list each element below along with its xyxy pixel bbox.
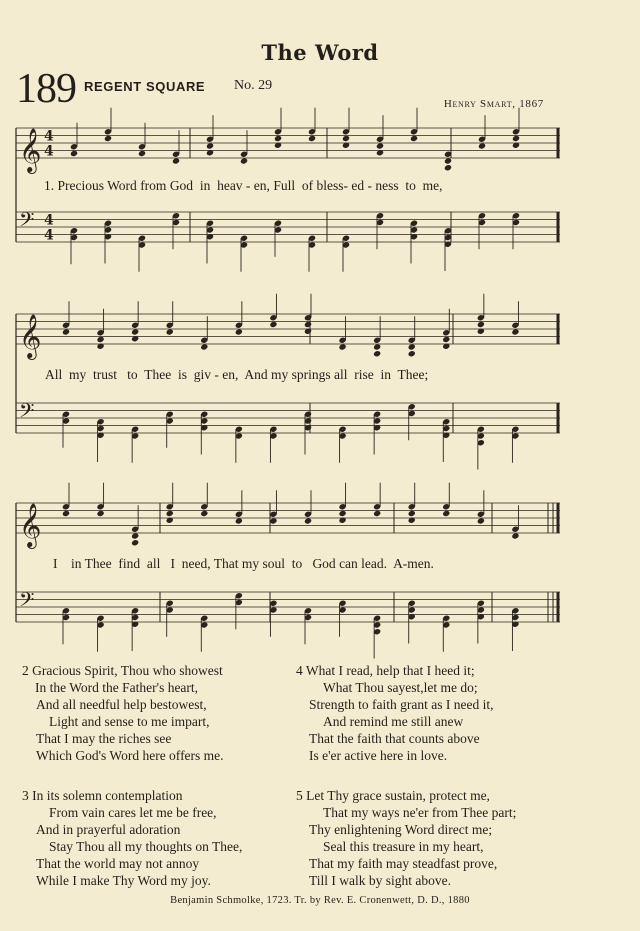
- note-head: [166, 328, 174, 335]
- lyric-word: from: [140, 178, 167, 193]
- lyric-word: to: [127, 367, 138, 382]
- verse-2: [22, 662, 224, 765]
- lyric-word: 1. Precious: [44, 178, 104, 193]
- note-head: [200, 510, 208, 517]
- bass-clef: 𝄢: [19, 208, 35, 236]
- treble-clef: 𝄞: [19, 503, 42, 547]
- lyric-word: Full: [273, 178, 296, 193]
- verse-line: 5 Let Thy grace sustain, protect me,: [296, 788, 490, 803]
- note-head: [62, 510, 70, 517]
- note-head: [308, 135, 316, 142]
- note-head: [206, 142, 214, 149]
- verse-line: In the Word the Father's heart,: [35, 680, 199, 696]
- time-signature-digit: 4: [44, 128, 54, 145]
- lyric-word: God: [169, 178, 194, 193]
- verse-line: While I make Thy Word my joy.: [36, 873, 211, 889]
- section-title: The Word: [261, 40, 379, 65]
- treble-clef: 𝄞: [19, 314, 42, 358]
- note-head: [131, 539, 139, 546]
- lyric-word: All: [45, 367, 63, 382]
- verse-number: 2: [22, 663, 29, 678]
- note-head: [338, 510, 346, 517]
- note-head: [172, 157, 180, 164]
- lyric-word: Thee: [84, 556, 112, 571]
- lyric-word: heav - en,: [217, 178, 270, 193]
- verse-line: And in prayerful adoration: [36, 822, 181, 838]
- lyric-word: Word: [107, 178, 137, 193]
- lyric-word: God: [312, 556, 336, 571]
- lyric-word: to: [291, 556, 303, 571]
- lyric-word: I: [170, 556, 176, 571]
- lyric-word: my: [241, 556, 260, 571]
- lyric-word: in: [71, 556, 82, 571]
- note-head: [338, 343, 346, 350]
- note-head: [342, 135, 350, 142]
- verse-line: And all needful help bestowest,: [36, 697, 207, 713]
- note-head: [512, 135, 520, 142]
- note-head: [376, 142, 384, 149]
- composer: Henry Smart, 1867: [443, 98, 544, 110]
- note-head: [304, 321, 312, 328]
- verse-line: That the faith that counts above: [309, 731, 480, 747]
- note-head: [478, 142, 486, 149]
- note-head: [235, 517, 243, 524]
- lyric-word: And: [244, 367, 268, 382]
- lyric-word: to: [405, 178, 416, 193]
- lyric-word: need,: [181, 556, 211, 571]
- note-head: [408, 350, 416, 357]
- verse-line: From vain cares let me be free,: [49, 805, 217, 821]
- bass-clef: 𝄢: [19, 588, 35, 616]
- bass-clef: 𝄢: [19, 399, 35, 427]
- lyric-word: trust: [93, 367, 118, 382]
- verse-number: 3: [22, 788, 29, 803]
- note-head: [408, 510, 416, 517]
- note-head: [138, 150, 146, 157]
- note-head: [96, 510, 104, 517]
- lyric-word: bless-: [316, 178, 348, 193]
- verse-line: 2 Gracious Spirit, Thou who showest: [22, 663, 223, 678]
- lyric-word: lead.: [361, 556, 388, 571]
- note-head: [200, 343, 208, 350]
- note-head: [442, 336, 450, 343]
- note-head: [373, 350, 381, 357]
- time-signature-digit: 4: [44, 212, 54, 229]
- note-head: [131, 328, 139, 335]
- lyrics-line-1: [44, 178, 564, 194]
- verse-line: That my ways ne'er from Thee part;: [323, 805, 517, 821]
- note-head: [104, 135, 112, 142]
- verse-line: Stay Thou all my thoughts on Thee,: [49, 839, 243, 855]
- note-head: [62, 328, 70, 335]
- verse-line: And remind me still anew: [323, 714, 464, 730]
- lyric-word: rise: [354, 367, 374, 382]
- lyric-word: my: [69, 367, 87, 382]
- lyric-word: my: [270, 367, 289, 382]
- verse-line: Which God's Word here offers me.: [36, 748, 224, 764]
- lyrics-line-2: [45, 367, 565, 383]
- note-head: [477, 321, 485, 328]
- note-head: [373, 510, 381, 517]
- verse-line: That I may the riches see: [36, 731, 172, 747]
- verse-line: That the world may not annoy: [36, 856, 200, 872]
- verse-number: 5: [296, 788, 303, 803]
- verse-line: Light and sense to me impart,: [49, 714, 210, 730]
- tune-name: REGENT SQUARE: [84, 79, 206, 94]
- verse-line: Thy enlightening Word direct me;: [309, 822, 493, 838]
- attribution: Benjamin Schmolke, 1723. Tr. by Rev. E. Cronenwett, D. D., 1880: [170, 895, 470, 906]
- note-head: [269, 517, 277, 524]
- note-head: [269, 321, 277, 328]
- lyric-word: Thee: [144, 367, 172, 382]
- note-head: [442, 510, 450, 517]
- note-head: [274, 135, 282, 142]
- note-head: [477, 517, 485, 524]
- note-head: [304, 517, 312, 524]
- lyric-word: in: [380, 367, 392, 382]
- note-head: [131, 532, 139, 539]
- note-head: [70, 150, 78, 157]
- lyric-word: Thee;: [397, 367, 429, 382]
- lyric-word: of: [301, 178, 314, 193]
- lyric-word: That: [213, 556, 239, 571]
- verse-line: Seal this treasure in my heart,: [323, 839, 484, 855]
- verse-number: 4: [296, 663, 303, 678]
- lyric-word: ness: [375, 178, 399, 193]
- hymn-number: 189: [16, 66, 76, 112]
- tune-number: No. 29: [234, 78, 273, 93]
- verse-3: [22, 787, 242, 890]
- note-head: [96, 336, 104, 343]
- verse-line: Strength to faith grant as I need it,: [309, 697, 494, 713]
- note-head: [444, 157, 452, 164]
- lyrics-line-3: [53, 556, 573, 572]
- verse-line: 3 In its solemn contemplation: [22, 788, 183, 803]
- treble-clef: 𝄞: [19, 128, 42, 172]
- verse-line: What Thou sayest,let me do;: [323, 680, 478, 696]
- lyric-word: all: [334, 367, 348, 382]
- lyric-word: soul: [262, 556, 286, 571]
- lyric-word: springs: [291, 367, 331, 382]
- lyric-word: I: [53, 556, 58, 571]
- lyric-word: can: [339, 556, 358, 571]
- verse-4: [296, 662, 493, 765]
- verse-line: Till I walk by sight above.: [309, 873, 452, 889]
- lyric-word: giv - en,: [193, 367, 239, 382]
- time-signature-digit: 4: [44, 227, 54, 244]
- verse-line: 4 What I read, help that I heed it;: [296, 663, 475, 678]
- note-head: [444, 164, 452, 171]
- note-head: [511, 532, 519, 539]
- note-head: [373, 343, 381, 350]
- lyric-word: all: [146, 556, 161, 571]
- lyric-word: ed -: [351, 178, 372, 193]
- note-head: [235, 328, 243, 335]
- lyric-word: is: [177, 367, 187, 382]
- lyric-word: A-men.: [393, 556, 434, 571]
- lyric-word: find: [118, 556, 141, 571]
- time-signature-digit: 4: [44, 143, 54, 160]
- note-head: [410, 135, 418, 142]
- verse-line: That my faith may steadfast prove,: [309, 856, 498, 872]
- note-head: [166, 510, 174, 517]
- verse-line: Is e'er active here in love.: [309, 748, 448, 764]
- note-head: [408, 343, 416, 350]
- note-head: [240, 157, 248, 164]
- lyric-word: me,: [422, 178, 443, 193]
- verse-5: [296, 787, 516, 890]
- lyric-word: in: [199, 178, 211, 193]
- note-head: [511, 328, 519, 335]
